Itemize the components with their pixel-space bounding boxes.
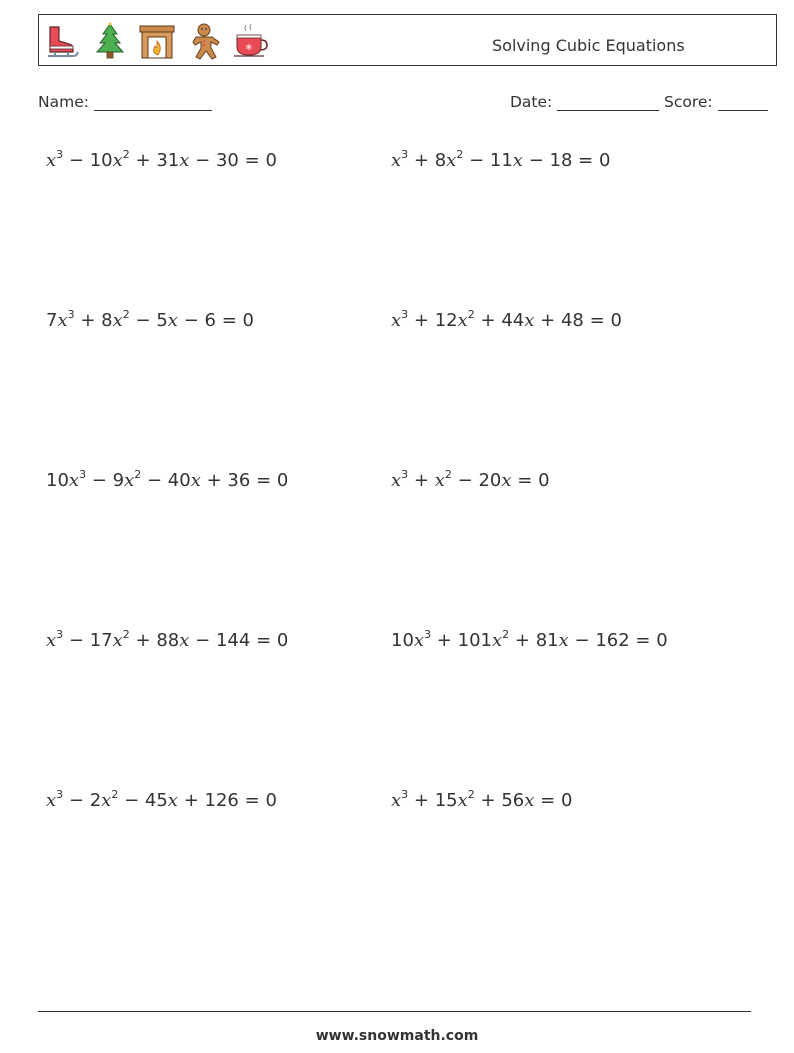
problem-8: $10x^3 + 101x^2 + 81x - 162 = 0$ [391, 628, 668, 651]
problem-10: $x^3 + 15x^2 + 56x = 0$ [391, 788, 573, 811]
problem-1: $x^3 - 10x^2 + 31x - 30 = 0$ [46, 148, 277, 171]
problem-7: $x^3 - 17x^2 + 88x - 144 = 0$ [46, 628, 289, 651]
problem-3: $7x^3 + 8x^2 - 5x - 6 = 0$ [46, 308, 254, 331]
gingerbread-man-icon [184, 21, 224, 61]
ice-skate-icon [43, 21, 83, 61]
svg-text:❄: ❄ [245, 43, 253, 52]
worksheet-title: Solving Cubic Equations [492, 36, 685, 55]
footer-url[interactable]: www.snowmath.com [315, 1028, 479, 1044]
footer-divider [38, 1011, 751, 1012]
fireplace-icon [137, 21, 177, 61]
date-label: Date: [510, 93, 553, 111]
problem-2: $x^3 + 8x^2 - 11x - 18 = 0$ [391, 148, 611, 171]
problem-9: $x^3 - 2x^2 - 45x + 126 = 0$ [46, 788, 277, 811]
worksheet-header [38, 14, 777, 66]
score-blank[interactable] [718, 93, 768, 111]
name-label: Name: [38, 93, 89, 111]
hot-cocoa-mug-icon [231, 21, 271, 61]
date-field[interactable] [510, 93, 659, 111]
score-label: Score: [664, 93, 713, 111]
name-blank[interactable] [94, 93, 212, 111]
name-field[interactable] [38, 93, 212, 111]
problem-4: $x^3 + 12x^2 + 44x + 48 = 0$ [391, 308, 622, 331]
christmas-tree-icon [90, 21, 130, 61]
date-blank[interactable] [557, 93, 659, 111]
problem-5: $10x^3 - 9x^2 - 40x + 36 = 0$ [46, 468, 289, 491]
problem-6: $x^3 + x^2 - 20x = 0$ [391, 468, 550, 491]
score-field[interactable] [664, 93, 768, 111]
